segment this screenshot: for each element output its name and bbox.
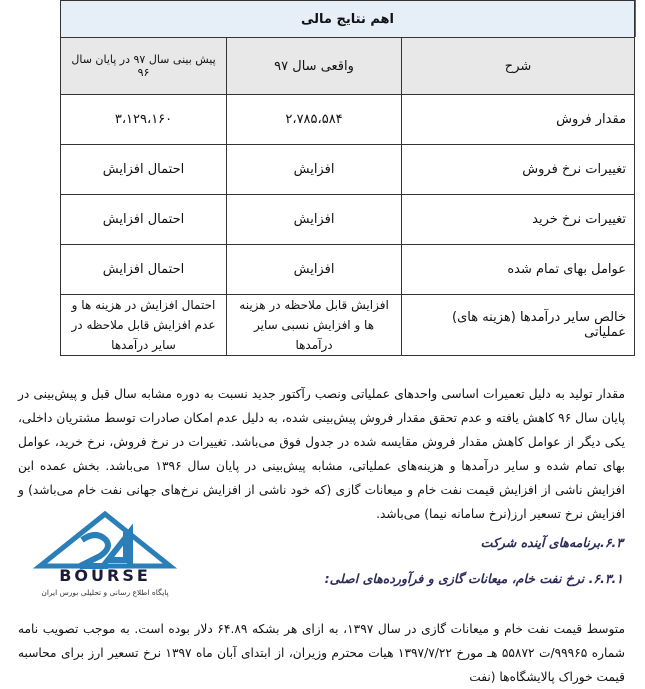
logo-subtitle: پایگاه اطلاع رسانی و تحلیلی بورس ایران bbox=[41, 588, 169, 597]
cell-forecast: ۳،۱۲۹،۱۶۰ bbox=[61, 95, 227, 145]
table-row bbox=[61, 145, 635, 195]
cell-forecast: احتمال افزایش bbox=[61, 245, 227, 295]
table-row bbox=[61, 295, 635, 356]
section-subheading: ۶.۳.۱. نرخ نفت خام، میعانات گازی و فرآورده‌های اصلی: bbox=[324, 571, 623, 586]
cell-description: عوامل بهای تمام شده bbox=[402, 245, 635, 295]
table-row bbox=[61, 245, 635, 295]
cell-description: تغییرات نرخ خرید bbox=[402, 195, 635, 245]
cell-actual: افزایش قابل ملاحظه در هزینه ها و افزایش نسبی سایر درآمدها bbox=[227, 295, 402, 356]
explanation-paragraph: مقدار تولید به دلیل تعمیرات اساسی واحدهای عملیاتی ونصب رآکتور جدید نسبت به دوره مشابه سال قبل و پیش‌بینی در پایان سال ۹۶ کاهش یافته و عدم تحقق مقدار فروش پیش‌بینی شده، به دلیل عدم امکان صادرات توسط مشتریان داخلی، یکی دیگر از عوامل کاهش مقدار فروش مقایسه شده در جدول فوق می‌باشد. تغییرات در نرخ فروش، نرخ خرید، عوامل بهای تمام شده و سایر درآمدها و هزینه‌های عملیاتی، مشابه پیش‌بینی در پایان سال ۱۳۹۶ می‌باشد. بخش عمده این افزایش ناشی از افزایش قیمت نفت خام و میعانات گازی (که خود ناشی از افزایش نرخ‌های جهانی نفت خام می‌باشد) و افزایش نرخ تسعیر ارز(نرخ سامانه نیما) می‌باشد. bbox=[18, 387, 625, 522]
cell-description: تغییرات نرخ فروش bbox=[402, 145, 635, 195]
table-title: اهم نتایج مالی bbox=[61, 1, 635, 38]
logo-name: BOURSE bbox=[59, 566, 151, 585]
section-heading: ۶.۳.برنامه‌های آینده شرکت bbox=[480, 535, 623, 550]
cell-actual: افزایش bbox=[227, 195, 402, 245]
table-row bbox=[61, 95, 635, 145]
cell-description: خالص سایر درآمدها (هزینه های) عملیاتی bbox=[402, 295, 635, 356]
cell-forecast: احتمال افزایش bbox=[61, 145, 227, 195]
cell-actual: افزایش bbox=[227, 245, 402, 295]
section-paragraph: متوسط قیمت نفت خام و میعانات گازی در سال ۱۳۹۷، به ازای هر بشکه ۶۴.۸۹ دلار بوده است. به موجب تصویب نامه شماره ۹۹۹۶۵/ت ۵۵۸۷۲ هـ مورخ ۱۳۹۷/۷/۲۲ هیات محترم وزیران، از ابتدای آبان ماه ۱۳۹۷ نرخ تسعیر ارز برای محاسبه قیمت خوراک پالایشگاه‌ها (نفت bbox=[18, 622, 626, 685]
cell-actual: ۲،۷۸۵،۵۸۴ bbox=[227, 95, 402, 145]
table-row bbox=[61, 195, 635, 245]
cell-forecast: احتمال افزایش bbox=[61, 195, 227, 245]
cell-description: مقدار فروش bbox=[402, 95, 635, 145]
header-description: شرح bbox=[402, 38, 635, 95]
cell-forecast: احتمال افزایش در هزینه ها و عدم افزایش قابل ملاحظه در سایر درآمدها bbox=[61, 295, 227, 356]
header-actual: واقعی سال ۹۷ bbox=[227, 38, 402, 95]
financial-results-table bbox=[60, 0, 635, 356]
header-forecast: پیش بینی سال ۹۷ در پایان سال ۹۶ bbox=[61, 38, 227, 95]
bourse-24-logo-icon bbox=[30, 510, 180, 600]
cell-actual: افزایش bbox=[227, 145, 402, 195]
